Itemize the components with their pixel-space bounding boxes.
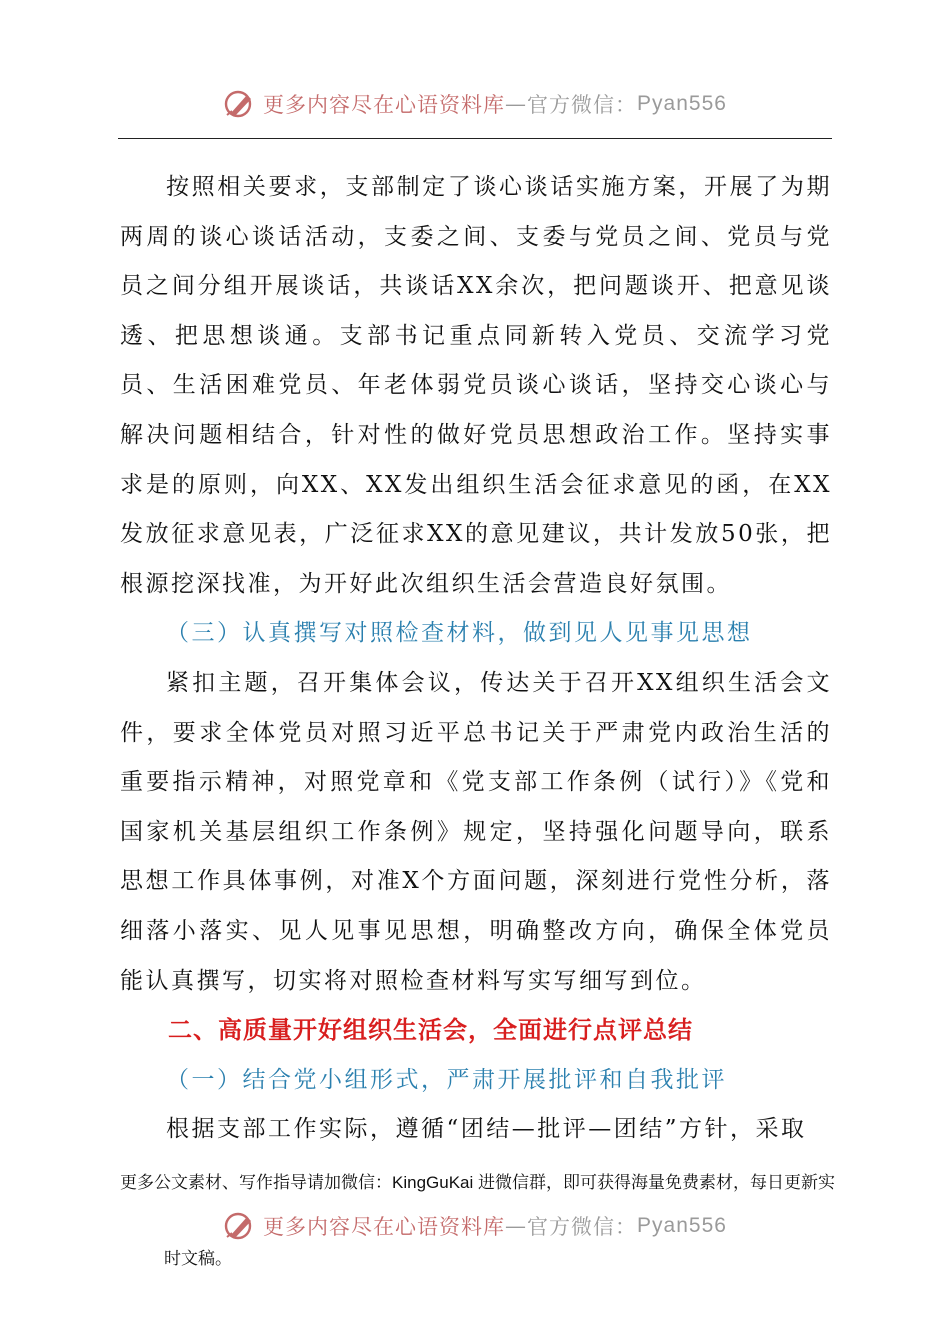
watermark-suffix: 官方微信： — [527, 1215, 638, 1239]
paragraph-talks: 按照相关要求，支部制定了谈心谈话实施方案，开展了为期两周的谈心谈话活动，支委之间、支委与党员之间、党员与党员之间分组开展谈话，共谈话XX余次，把问题谈开、把意见谈透、把思想谈通。支部书记重点同新转入党员、交流学习党员、生活困难党员、年老体弱党员谈心谈话，坚持交心谈心与解决问题相结合，针对性的做好党员思想政治工作。坚持实事求是的原则，向XX、XX发出组织生活会征求意见的函，在XX发放征求意见表，广泛征求XX的意见建议，共计发放50张，把根源挖深找准，为开好此次组织生活会营造良好氛围。 — [120, 174, 832, 597]
document-body — [120, 163, 832, 1155]
header-divider — [118, 138, 832, 139]
watermark-suffix: 官方微信： — [527, 93, 638, 117]
footer-ad-tail: 时文稿。 — [164, 1249, 232, 1268]
watermark-text: 更多内容尽在心语资料库 — [263, 93, 506, 117]
paragraph-materials: 紧扣主题，召开集体会议，传达关于召开XX组织生活会文件，要求全体党员对照习近平总书记关于严肃党内政治生活的重要指示精神，对照党章和《党支部工作条例（试行）》《党和国家机关基层组织工作条例》规定，坚持强化问题导向，联系思想工作具体事例，对准X个方面问题，深刻进行党性分析，落细落小落实、见人见事见思想，明确整改方向，确保全体党员能认真撰写，切实将对照检查材料写实写细写到位。 — [120, 669, 832, 994]
watermark-id: Pyan556 — [637, 92, 727, 115]
footer-watermark — [0, 1206, 950, 1246]
subheading-three: （三）认真撰写对照检查材料，做到见人见事见思想 — [166, 620, 753, 647]
subheading-one: （一）结合党小组形式，严肃开展批评和自我批评 — [166, 1066, 727, 1093]
header-watermark — [0, 84, 950, 124]
watermark-separator: — — [505, 1214, 528, 1238]
watermark-id: Pyan556 — [637, 1214, 727, 1237]
pen-nib-logo-icon — [223, 1211, 257, 1241]
paragraph-criticism: 根据支部工作实际，遵循“团结—批评—团结”方针，采取 — [166, 1116, 807, 1143]
watermark-text: 更多内容尽在心语资料库 — [263, 1215, 506, 1239]
footer-ad-text: 更多公文素材、写作指导请加微信：KingGuKai 进微信群，即可获得海量免费素材，每日更新实 — [120, 1173, 835, 1192]
section-heading-two: 二、高质量开好组织生活会，全面进行点评总结 — [168, 1016, 693, 1045]
pen-nib-logo-icon — [223, 89, 257, 119]
watermark-separator: — — [505, 92, 528, 116]
